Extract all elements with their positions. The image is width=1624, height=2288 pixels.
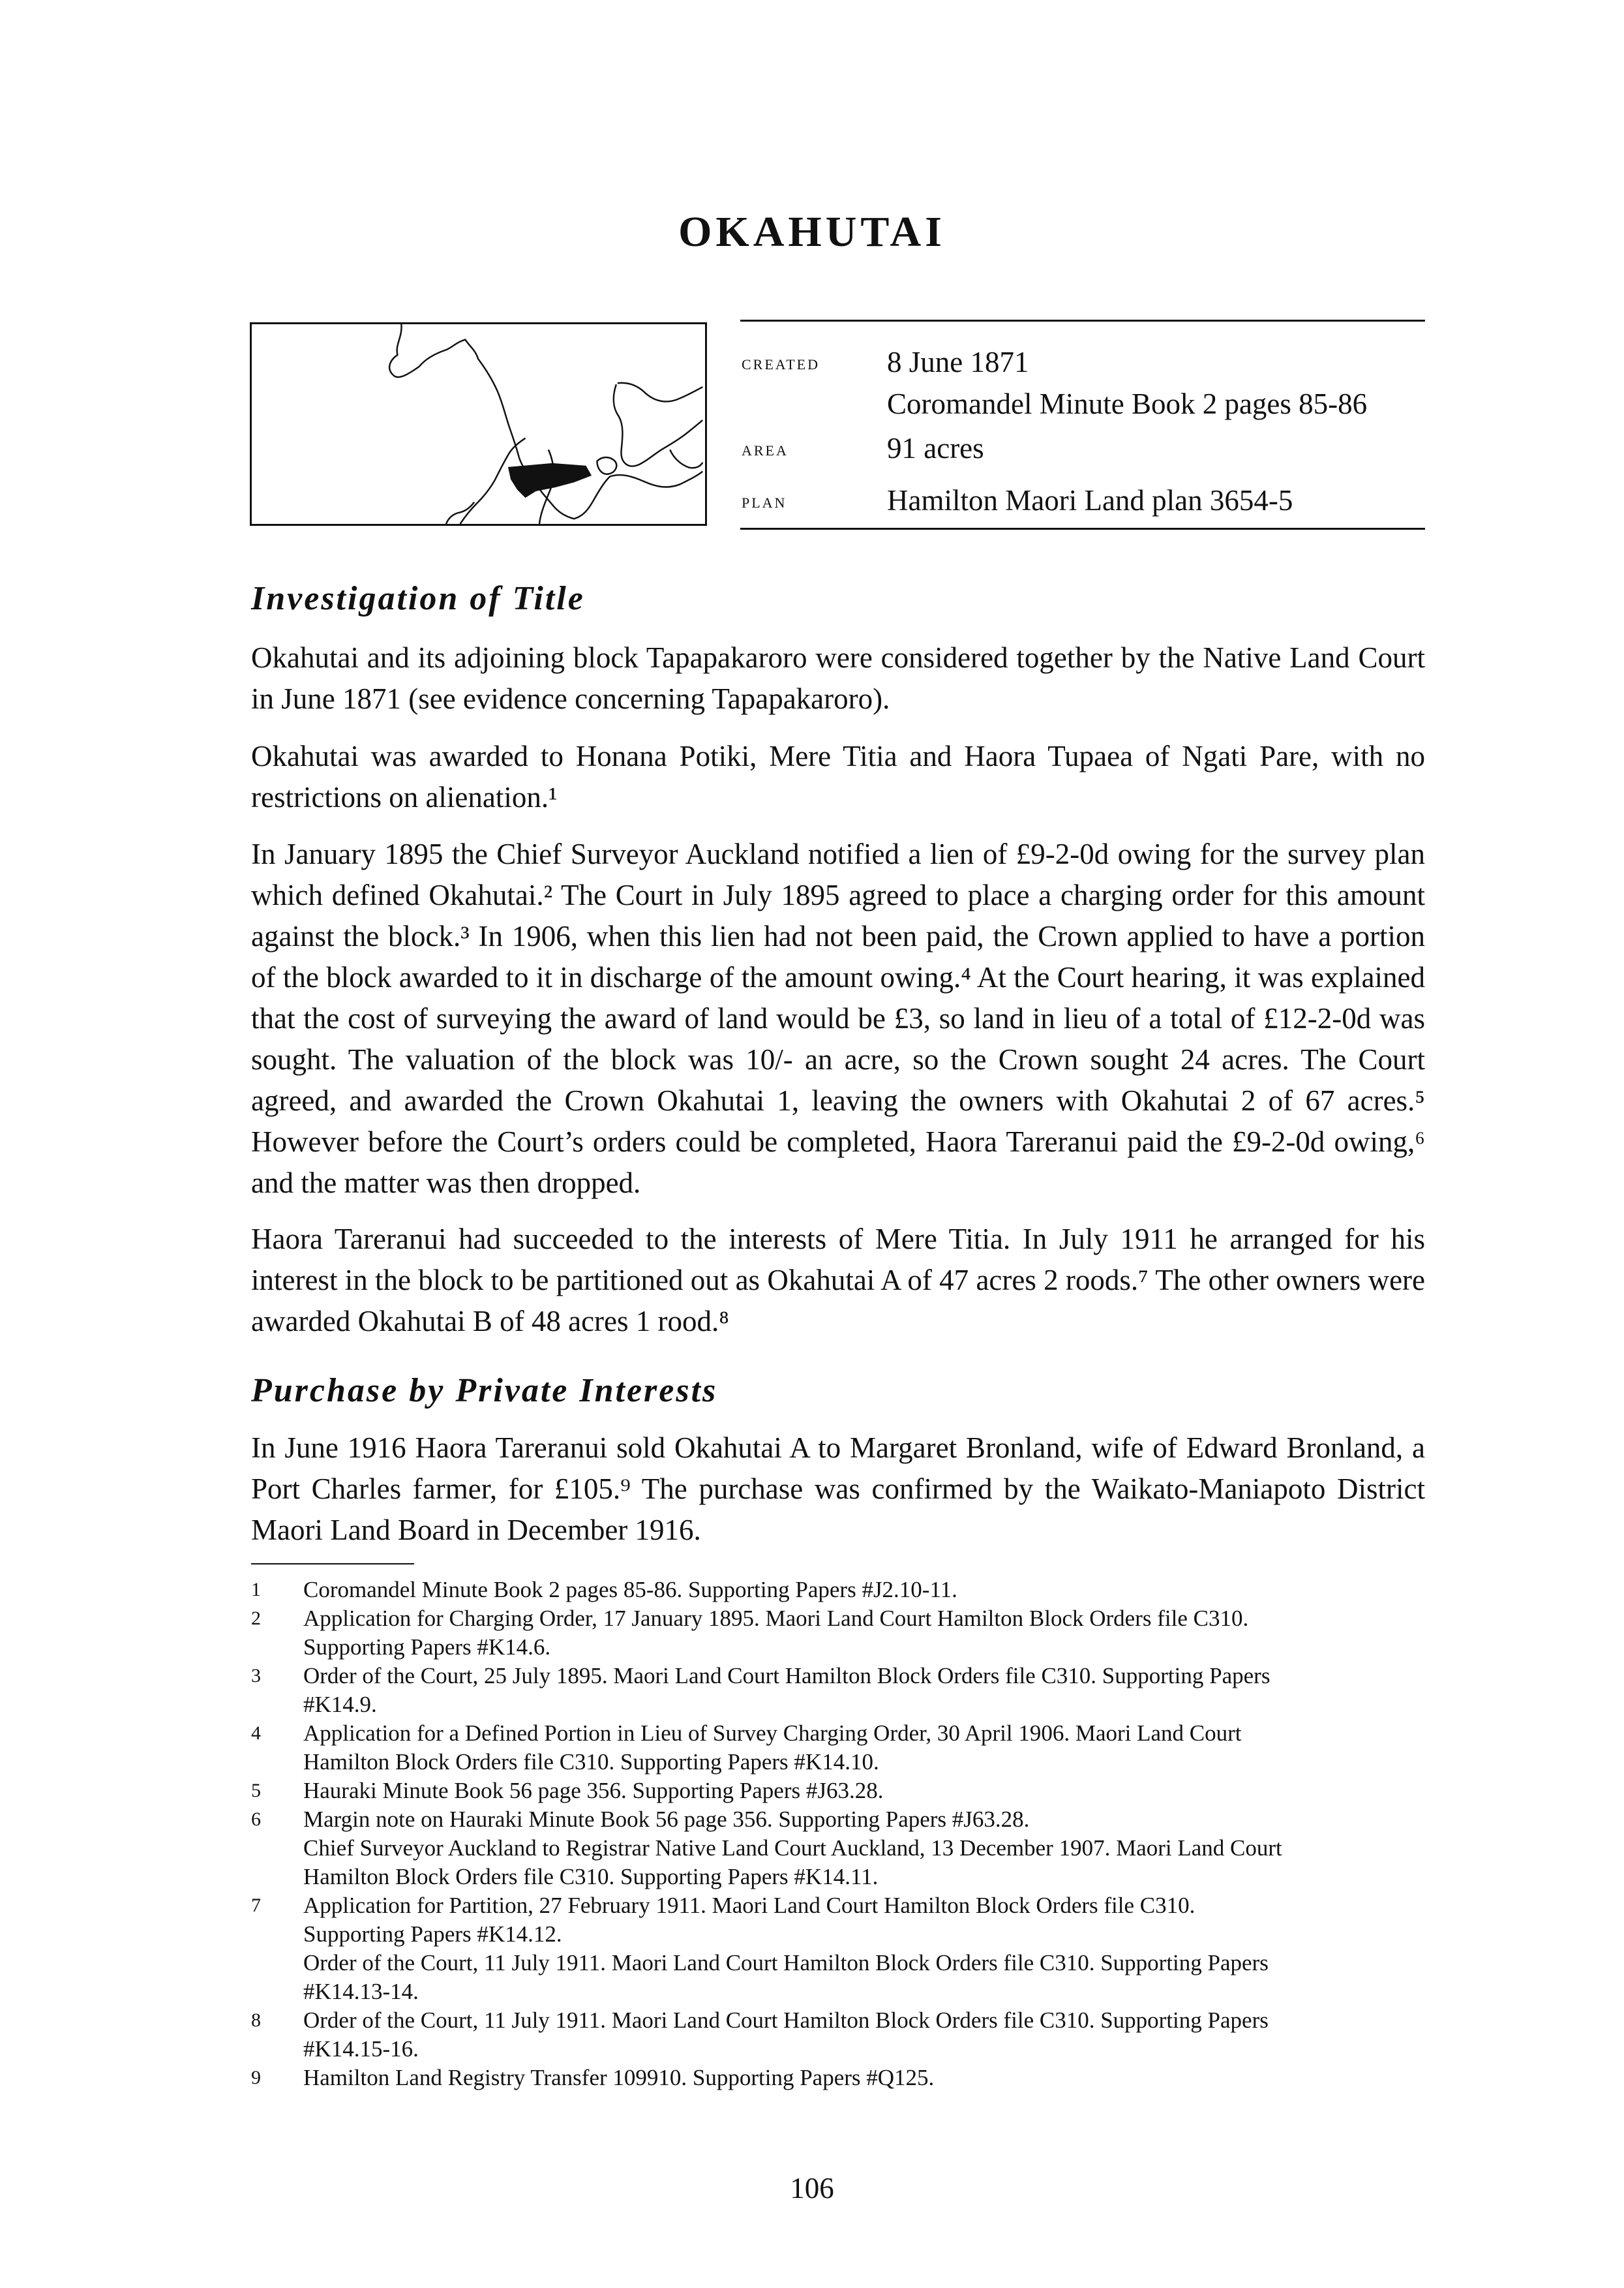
purchase-paragraph-1: In June 1916 Haora Tareranui sold Okahutai A to Margaret Bronland, wife of Edward Bronland, a Port Charles farmer, for £105.⁹ The purchase was confirmed by the Waikato-Maniapoto District Maori Land Board in December 1916.	[251, 1431, 1425, 1546]
investigation-paragraph-4: Haora Tareranui had succeeded to the interests of Mere Titia. In July 1911 he arranged for his interest in the block to be partitioned out as Okahutai A of 47 acres 2 roods.⁷ The other owners were awarded Okahutai B of 48 acres 1 rood.⁸	[251, 1223, 1425, 1337]
footnote-line: Hamilton Land Registry Transfer 109910. Supporting Papers #Q125.	[303, 2065, 935, 2090]
footnote	[251, 1805, 1432, 1891]
footnote	[251, 1662, 1432, 1719]
bay-outline	[618, 383, 702, 402]
location-map-drawing	[252, 324, 705, 524]
investigation-paragraph-3: In January 1895 the Chief Surveyor Auckland notified a lien of £9-2-0d owing for the survey plan which defined Okahutai.² The Court in July 1895 agreed to place a charging order for this amount against the block.³ In 1906, when this lien had not been paid, the Crown applied to have a portion of the block awarded to it in discharge of the amount owing.⁴ At the Court hearing, it was explained that the cost of surveying the award of land would be £3, so land in lieu of a total of £12-2-0d was sought. The valuation of the block was 10/- an acre, so the Crown sought 24 acres. The Court agreed, and awarded the Crown Okahutai 1, leaving the owners with Okahutai 2 of 67 acres.⁵ However before the Court’s orders could be completed, Haora Tareranui paid the £9-2-0d owing,⁶ and the matter was then dropped.	[251, 838, 1425, 1199]
footnote-number: 7	[251, 1895, 261, 1916]
footnote-line: Application for Charging Order, 17 January 1895. Maori Land Court Hamilton Block Orders file C310.	[303, 1606, 1249, 1631]
footnote-line: Order of the Court, 11 July 1911. Maori Land Court Hamilton Block Orders file C310. Supporting Papers	[303, 1950, 1269, 1975]
coast-south	[446, 502, 474, 524]
footnote-text	[303, 1719, 1432, 1777]
footnote-number: 1	[251, 1579, 261, 1600]
footnote-line: #K14.15-16.	[303, 2036, 419, 2062]
created-value	[887, 341, 1367, 425]
footnote-text	[303, 1777, 1432, 1805]
footnote	[251, 2006, 1432, 2064]
investigation-paragraph-2: Okahutai was awarded to Honana Potiki, Mere Titia and Haora Tupaea of Ngati Pare, with no restrictions on alienation.¹	[251, 740, 1425, 814]
footnote-line: Supporting Papers #K14.12.	[303, 1921, 562, 1947]
created-label: created	[742, 350, 820, 374]
island-east	[597, 457, 616, 474]
page-title: OKAHUTAI	[678, 208, 946, 256]
footnote-line: Application for a Defined Portion in Lieu of Survey Charging Order, 30 April 1906. Maori Land Court	[303, 1720, 1242, 1746]
created-date: 8 June 1871	[887, 346, 1029, 378]
block-summary-table	[740, 320, 1425, 530]
footnote-number: 4	[251, 1722, 261, 1744]
footnote	[251, 1604, 1432, 1662]
area-label: area	[742, 436, 789, 460]
footnote-text	[303, 1576, 1432, 1604]
investigation-paragraph-1: Okahutai and its adjoining block Tapapakaroro were considered together by the Native Land Court in June 1871 (see evidence concerning Tapapakaroro).	[251, 641, 1425, 715]
footnote-line: Hamilton Block Orders file C310. Supporting Papers #K14.10.	[303, 1749, 879, 1775]
footnote	[251, 1891, 1432, 2006]
footnote-line: Hauraki Minute Book 56 page 356. Supporting Papers #J63.28.	[303, 1778, 884, 1803]
footnote-text	[303, 1662, 1432, 1719]
footnote-text	[303, 1891, 1432, 2006]
footnote-line: #K14.9.	[303, 1692, 377, 1717]
footnote-line: Margin note on Hauraki Minute Book 56 page 356. Supporting Papers #J63.28.	[303, 1807, 1030, 1832]
footnote-number: 3	[251, 1665, 261, 1686]
footnotes	[251, 1576, 1432, 2092]
footnote-text	[303, 2006, 1432, 2064]
footnote-text	[303, 1805, 1432, 1891]
footnote-number: 2	[251, 1608, 261, 1629]
created-reference: Coromandel Minute Book 2 pages 85-86	[887, 388, 1368, 420]
plan-label: plan	[742, 489, 787, 512]
footnote-line: Chief Surveyor Auckland to Registrar Native Land Court Auckland, 13 December 1907. Maori Land Court	[303, 1835, 1282, 1861]
investigation-heading: Investigation of Title	[251, 580, 585, 617]
footnote-line: Application for Partition, 27 February 1911. Maori Land Court Hamilton Block Orders file C310.	[303, 1893, 1195, 1918]
coastline-north	[389, 324, 519, 457]
footnote-line: Coromandel Minute Book 2 pages 85-86. Supporting Papers #J2.10-11.	[303, 1577, 957, 1602]
island-outline	[610, 472, 702, 487]
page-number: 106	[790, 2172, 834, 2204]
footnote-text	[303, 2064, 1432, 2092]
inland-boundary	[670, 450, 702, 468]
footnote-line: Hamilton Block Orders file C310. Supporting Papers #K14.11.	[303, 1864, 879, 1889]
footnote	[251, 2064, 1432, 2092]
footnote-line: Order of the Court, 25 July 1895. Maori Land Court Hamilton Block Orders file C310. Supporting Papers	[303, 1663, 1271, 1688]
footnote	[251, 1719, 1432, 1777]
footnote-line: Supporting Papers #K14.6.	[303, 1634, 551, 1660]
footnote-divider	[251, 1563, 414, 1564]
harbour-outline	[614, 384, 702, 466]
footnote-number: 8	[251, 2009, 261, 2031]
footnote	[251, 1777, 1432, 1805]
footnote	[251, 1576, 1432, 1604]
footnote-line: Order of the Court, 11 July 1911. Maori Land Court Hamilton Block Orders file C310. Supporting Papers	[303, 2007, 1269, 2033]
footnote-number: 9	[251, 2067, 261, 2088]
area-value: 91 acres	[887, 432, 984, 465]
footnote-line: #K14.13-14.	[303, 1979, 419, 2004]
footnote-number: 5	[251, 1780, 261, 1801]
footnote-number: 6	[251, 1808, 261, 1830]
purchase-heading: Purchase by Private Interests	[251, 1372, 718, 1409]
plan-value: Hamilton Maori Land plan 3654-5	[887, 484, 1293, 517]
footnote-text	[303, 1604, 1432, 1662]
location-map	[250, 322, 707, 526]
